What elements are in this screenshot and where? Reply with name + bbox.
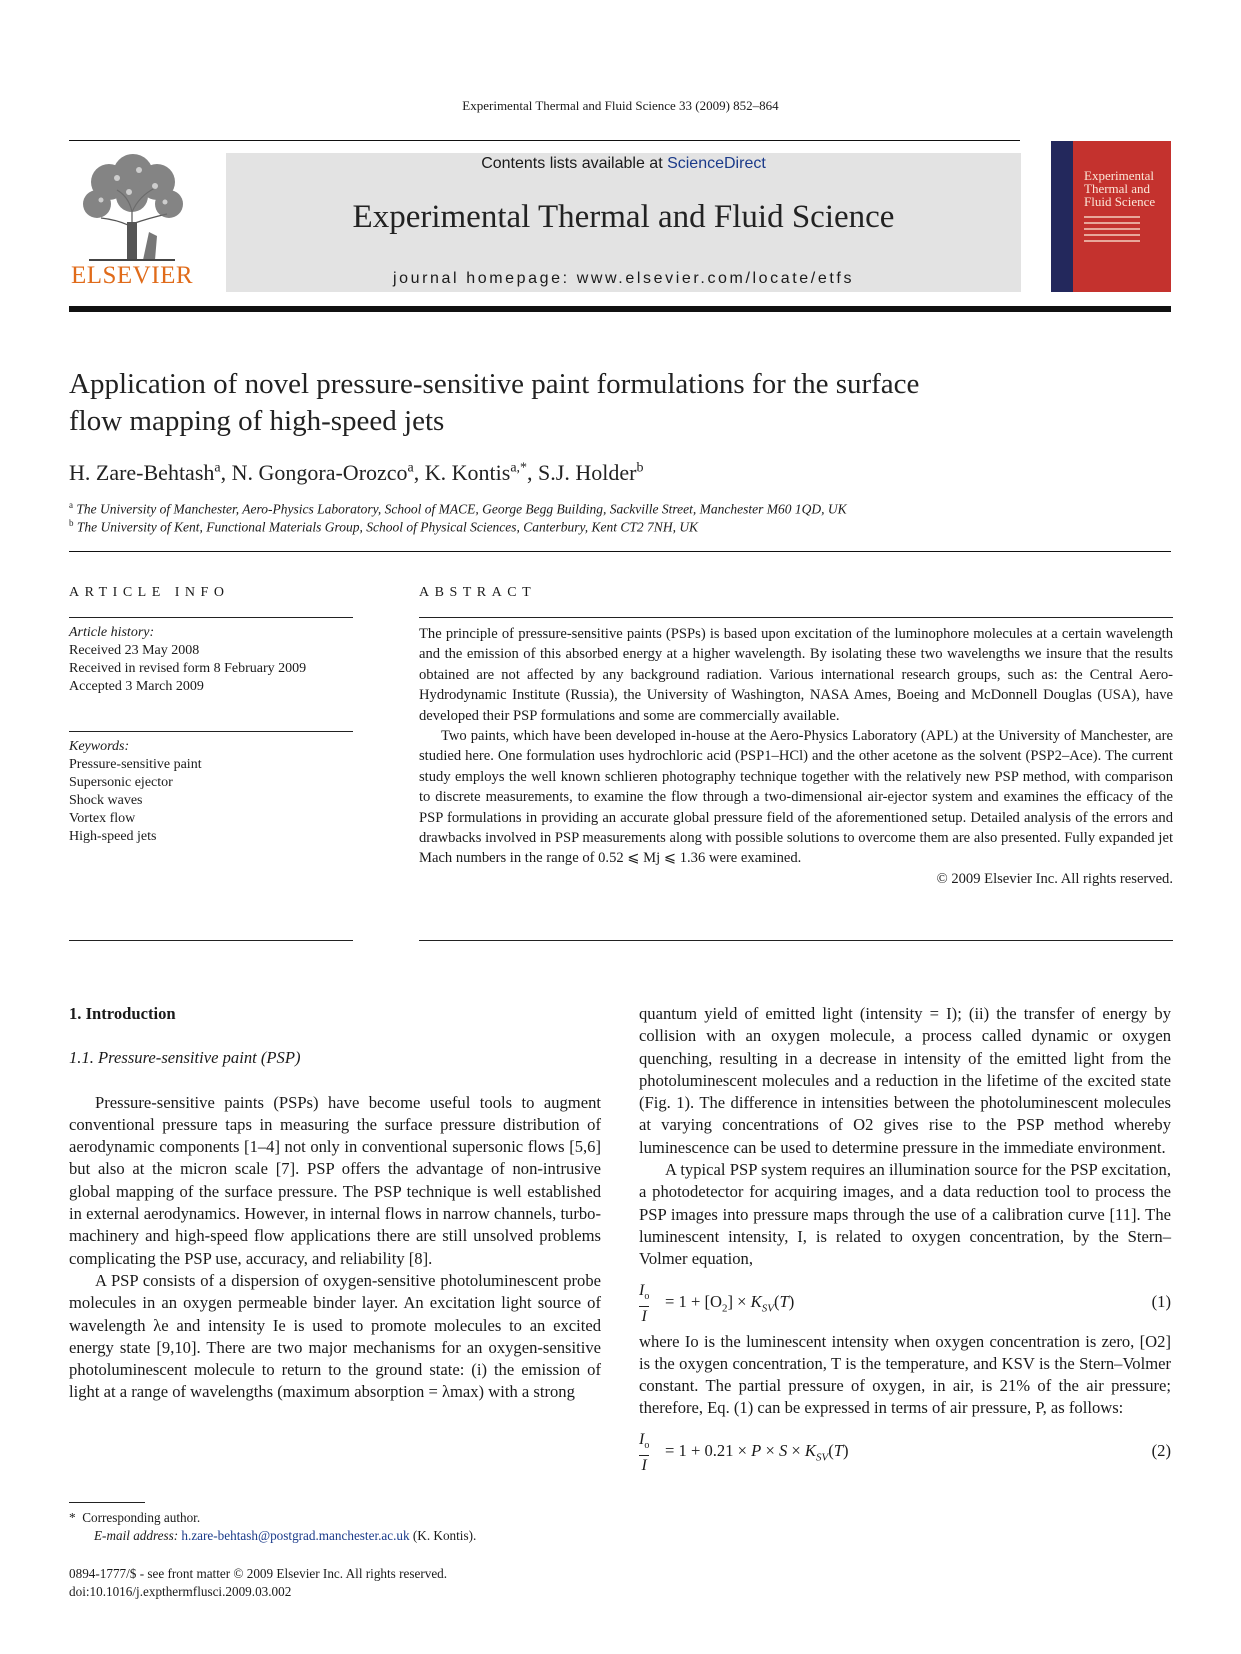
abstract-copyright: © 2009 Elsevier Inc. All rights reserved. — [936, 870, 1173, 887]
contents-prefix: Contents lists available at — [481, 155, 668, 172]
affiliation-a — [69, 500, 847, 518]
contents-line — [226, 155, 1021, 173]
keywords-rule — [69, 731, 353, 732]
section-heading: 1. Introduction — [69, 1004, 176, 1023]
author-name: K. Kontis — [424, 460, 511, 485]
cover-text-lines — [1084, 216, 1164, 246]
keyword: Pressure-sensitive paint — [69, 757, 202, 772]
author-name: H. Zare-Behtash — [69, 460, 215, 485]
author-affil-mark: a — [214, 460, 221, 476]
keyword: High-speed jets — [69, 829, 157, 844]
keyword: Vortex flow — [69, 811, 136, 826]
body-paragraph: A PSP consists of a dispersion of oxygen-sensitive photoluminescent probe molecules in an oxygen permeable binder layer. An excitation light source of wavelength λe and intensity Ie is used to promote molecules to an excited energy state [9,10]. There are two major mechanisms for an oxygen-sensitive photoluminescent molecule to return to the ground state: (i) the emission of light at a range of wavelengths (maximum absorption = λmax) with a strong — [69, 1270, 601, 1402]
article-info-heading: ARTICLE INFO — [69, 585, 230, 600]
elsevier-wordmark: ELSEVIER — [70, 262, 194, 289]
sciencedirect-link[interactable]: ScienceDirect — [667, 155, 766, 172]
paper-title — [69, 366, 1119, 440]
elsevier-logo[interactable] — [69, 152, 195, 294]
abstract-rule-bottom — [419, 940, 1173, 941]
abstract-rule-top — [419, 617, 1173, 618]
affiliation-mark: b — [69, 518, 74, 528]
journal-title: Experimental Thermal and Fluid Science — [352, 199, 895, 235]
journal-cover[interactable] — [1051, 141, 1171, 292]
equation-2 — [639, 1430, 1171, 1474]
author-name: S.J. Holder — [538, 460, 637, 485]
abstract-paragraph: The principle of pressure-sensitive paints (PSPs) is based upon excitation of the luminophore molecules at a certain wavelength and the emission of this absorbed energy at a higher wavelength. By isolating these two wavelengths we insure that the results obtained are not affected by any background radiation. Various international research groups, such as: the Central Aero-Hydrodynamic Institute (Russia), the University of Washington, NASA Ames, Boeing and McDonnell Douglas (USA), have developed their PSP formulations and some are commercially available. — [419, 626, 1173, 724]
eq1-number: (1) — [1151, 1291, 1171, 1311]
author-affil-mark: b — [636, 460, 644, 476]
keyword: Supersonic ejector — [69, 775, 173, 790]
title-line-1: Application of novel pressure-sensitive paint formulations for the surface — [69, 368, 920, 400]
affiliation-b — [69, 518, 698, 536]
eq2-body: = $1 + 0.21 \times P \times S \times K_{SV}(T)$ — [665, 1440, 849, 1464]
header-rule-bottom — [69, 306, 1171, 312]
article-info-rule-bottom — [69, 940, 353, 941]
body-paragraph: A typical PSP system requires an illumination source for the PSP excitation, a photodetector for acquiring images, and a data reduction tool to process the PSP images into pressure maps through the use of a calibration curve [11]. The luminescent intensity, I, is related to oxygen concentration, by the Stern–Volmer equation, — [639, 1160, 1171, 1269]
journal-banner — [226, 153, 1021, 292]
footnote — [69, 1509, 476, 1545]
front-matter — [69, 1565, 447, 1601]
abstract-heading: ABSTRACT — [419, 585, 537, 600]
corresponding-author: Corresponding author. — [82, 1510, 201, 1525]
footnote-mark: * — [69, 1510, 76, 1525]
front-matter-line: 0894-1777/$ - see front matter © 2009 Elsevier Inc. All rights reserved. — [69, 1566, 448, 1581]
author-affil-mark[interactable]: a,* — [510, 460, 528, 476]
eq2-number: (2) — [1151, 1440, 1171, 1460]
affiliation-text: The University of Kent, Functional Materials Group, School of Physical Sciences, Canterbury, Kent CT2 7NH, UK — [76, 519, 699, 535]
eq1-body: = $1 + [O_2] \times K_{SV}(T)$ — [665, 1291, 795, 1314]
history-item: Received in revised form 8 February 2009 — [69, 661, 307, 676]
cover-title: Experimental Thermal and Fluid Science — [1084, 168, 1156, 209]
email-link[interactable]: h.zare-behtash@postgrad.manchester.ac.uk — [181, 1528, 410, 1543]
affiliation-rule — [69, 551, 1171, 552]
journal-citation: Experimental Thermal and Fluid Science 33 (2009) 852–864 — [462, 98, 779, 113]
doi[interactable]: doi:10.1016/j.expthermflusci.2009.03.002 — [69, 1584, 292, 1599]
title-line-2: flow mapping of high-speed jets — [69, 405, 445, 437]
body-left-column — [69, 1003, 601, 1404]
keyword: Shock waves — [69, 793, 143, 808]
history-label: Article history: — [69, 625, 155, 640]
affiliation-mark: a — [69, 500, 73, 510]
header-rule-top — [69, 140, 1020, 141]
article-history — [69, 624, 306, 696]
subsection-heading: 1.1. Pressure-sensitive paint (PSP) — [69, 1048, 301, 1068]
email-suffix: (K. Kontis). — [409, 1528, 477, 1543]
body-paragraph: quantum yield of emitted light (intensity = I); (ii) the transfer of energy by collision with an oxygen molecule, a process called dynamic or oxygen quenching, resulting in a decrease in intensity of the emitted light from the photoluminescent molecules and a reduction in the lifetime of the excited state (Fig. 1). The difference in intensities between the photoluminescent molecules at varying concentrations of O2 gives rise to the PSP method whereby luminescence can be used to determine pressure in the immediate environment. — [639, 1004, 1171, 1157]
equation-1 — [639, 1281, 1171, 1325]
affiliation-text: The University of Manchester, Aero-Physics Laboratory, School of MACE, George Begg Building, Sackville Street, Manchester M60 1QD, UK — [76, 501, 847, 517]
author-name: N. Gongora-Orozco — [231, 460, 408, 485]
body-paragraph: where Io is the luminescent intensity when oxygen concentration is zero, [O2] is the oxygen concentration, T is the temperature, and KSV is the Stern–Volmer constant. The partial pressure of oxygen, in air, is 21% of the air pressure; therefore, Eq. (1) can be expressed in terms of air pressure, P, as follows: — [639, 1331, 1171, 1418]
eq2-fraction: $\frac{I_o}{I}$ — [639, 1430, 650, 1474]
keywords-label: Keywords: — [69, 739, 130, 754]
body-paragraph: Pressure-sensitive paints (PSPs) have become useful tools to augment conventional pressure taps in measuring the surface pressure distribution of aerodynamic components [1–4] not only in conventional supersonic flows [5,6] but also at the micron scale [7]. PSP offers the advantage of non-intrusive global mapping of the surface pressure. The PSP technique is well established in external aerodynamics. However, in internal flows in narrow channels, turbo-machinery and high-speed flow applications there are still unsolved problems complicating the PSP use, accuracy, and reliability [8]. — [69, 1092, 601, 1268]
article-info-rule-top — [69, 617, 353, 618]
author-affil-mark: a — [407, 460, 414, 476]
keywords — [69, 738, 202, 846]
body-right-column — [639, 1003, 1171, 1480]
author-list: H. Zare-Behtash$^a$, N. Gongora-Orozco$^a$, K. Kontis$^{a,*}$, S.J. Holder$^b$ — [69, 460, 644, 485]
eq1-fraction: $\frac{I_o}{I}$ — [639, 1281, 650, 1325]
tree-icon — [69, 152, 195, 264]
cover-strip — [1051, 141, 1073, 292]
email-label: E-mail address: — [94, 1528, 182, 1543]
history-item: Received 23 May 2008 — [69, 643, 200, 658]
journal-homepage[interactable]: journal homepage: www.elsevier.com/locate/etfs — [392, 270, 855, 287]
history-item: Accepted 3 March 2009 — [69, 679, 204, 694]
footnote-rule — [69, 1502, 145, 1503]
abstract-paragraph: Two paints, which have been developed in-house at the Aero-Physics Laboratory (APL) at the University of Manchester, are studied here. One formulation uses hydrochloric acid (PSP1–HCl) and the other acetone as the solvent (PSP2–Ace). The current study employs the well known schlieren photography technique together with the relatively new PSP method, with comparison to discrete measurements, to examine the flow through a two-dimensional air-ejector system and examines the efficacy of the PSP formulations in providing an accurate global pressure field of the aforementioned setup. Detailed analysis of the errors and drawbacks involved in PSP measurements along with possible solutions to overcome them are also presented. Fully expanded jet Mach numbers in the range of 0.52 ⩽ Mj ⩽ 1.36 were examined. — [419, 728, 1173, 867]
abstract-body — [419, 624, 1173, 889]
